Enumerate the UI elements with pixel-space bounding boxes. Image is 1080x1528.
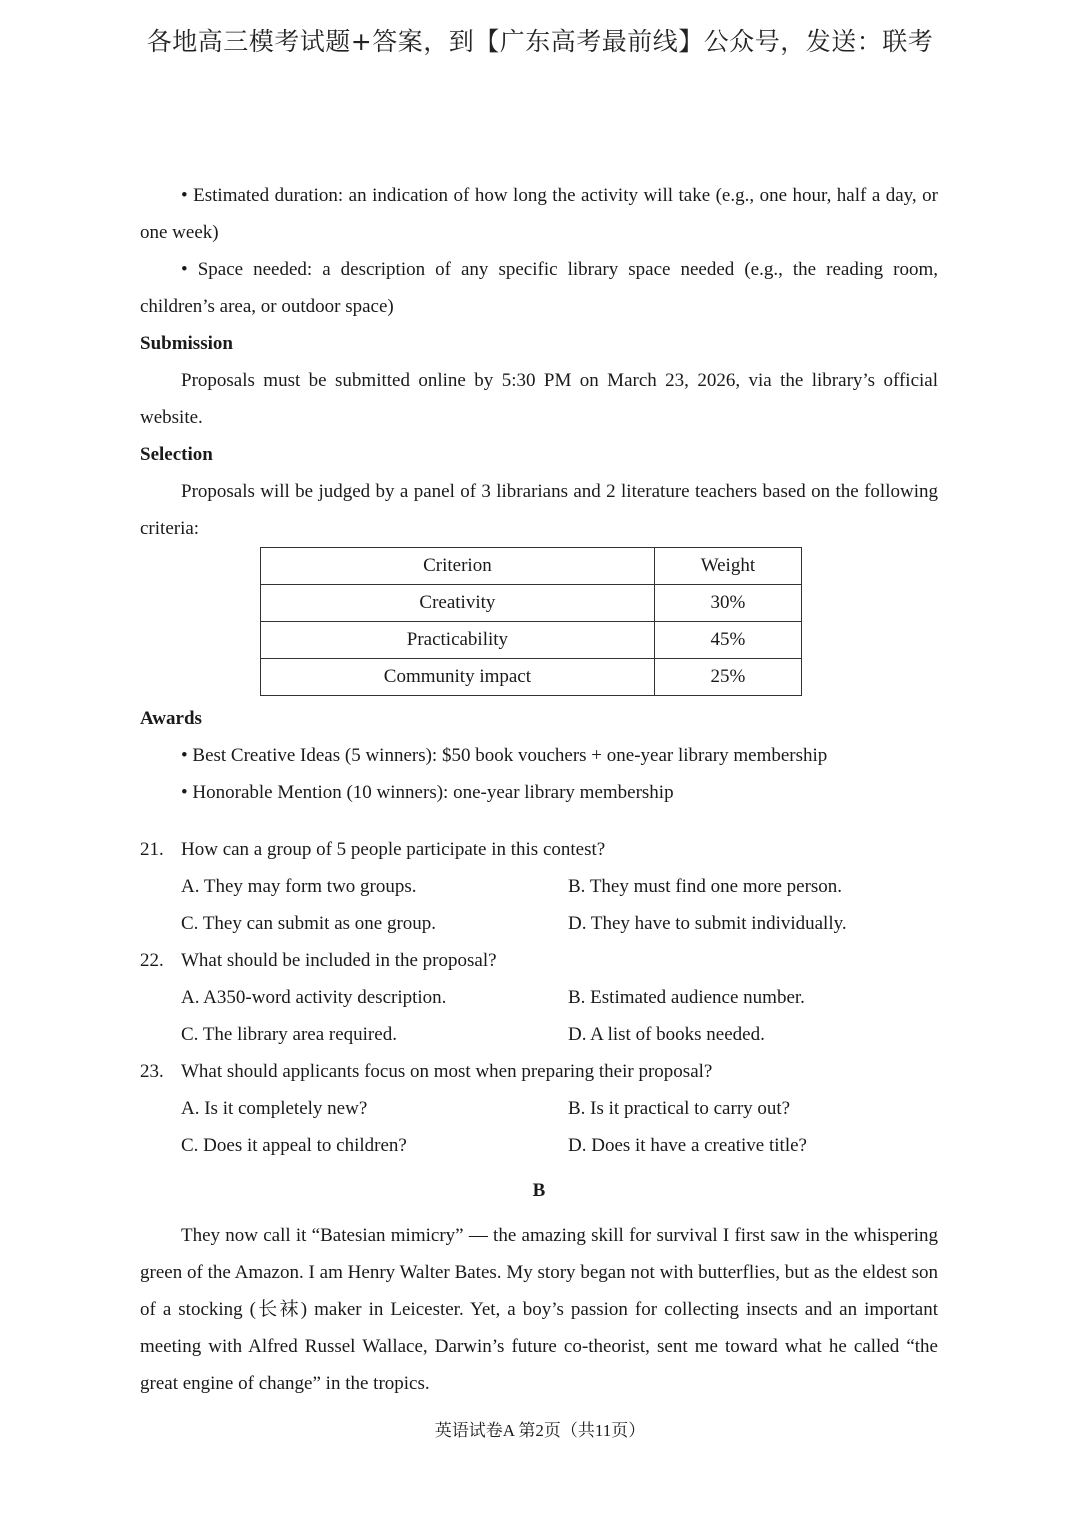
table-row	[261, 622, 802, 659]
table-row	[261, 659, 802, 696]
option: B. Estimated audience number.	[568, 987, 805, 1008]
question-number: 23.	[140, 1061, 164, 1082]
bullet-space: • Space needed: a description of any specific library space needed (e.g., the reading room, children’s area, or outdoor space)	[140, 259, 938, 317]
table-cell: Creativity	[261, 585, 655, 622]
option: D. Does it have a creative title?	[568, 1135, 807, 1156]
awards-section	[140, 700, 938, 811]
table-cell: 30%	[654, 585, 801, 622]
option: A. They may form two groups.	[181, 876, 417, 897]
bullet-duration: • Estimated duration: an indication of how long the activity will take (e.g., one hour, half a day, or one week)	[140, 185, 938, 243]
table-cell: 45%	[654, 622, 801, 659]
option: C. Does it appeal to children?	[181, 1135, 407, 1156]
table-header: Weight	[654, 548, 801, 585]
options-22	[140, 979, 938, 1053]
question-23	[140, 1053, 938, 1090]
passage-text: They now call it “Batesian mimicry” — the amazing skill for survival I first saw in the whispering green of the Amazon. I am Henry Walter Bates. My story began not with butterflies, but as the eldest son of a stocking (长袜) maker in Leicester. Yet, a boy’s passion for collecting insects and an important meeting with Alfred Russel Wallace, Darwin’s future co-theorist, sent me toward what he called “the great engine of change” in the tropics.	[140, 1225, 938, 1394]
award-item: • Best Creative Ideas (5 winners): $50 book vouchers + one-year library membership	[181, 745, 828, 766]
question-text: What should applicants focus on most when preparing their proposal?	[181, 1061, 713, 1082]
selection-text: Proposals will be judged by a panel of 3 librarians and 2 literature teachers based on the following criteria:	[140, 481, 938, 539]
option: B. Is it practical to carry out?	[568, 1098, 791, 1119]
top-bullets	[140, 177, 938, 547]
page-footer: 英语试卷A 第2页（共11页）	[434, 1421, 646, 1440]
option: C. They can submit as one group.	[181, 913, 437, 934]
question-number: 21.	[140, 839, 164, 860]
section-b-label: B	[532, 1180, 546, 1201]
submission-heading: Submission	[140, 333, 233, 354]
submission-text: Proposals must be submitted online by 5:30 PM on March 23, 2026, via the library’s official website.	[140, 370, 938, 428]
table-row	[261, 585, 802, 622]
option: D. A list of books needed.	[568, 1024, 765, 1045]
question-text: How can a group of 5 people participate in this contest?	[181, 839, 606, 860]
section-b	[140, 1172, 938, 1209]
banner-text: 各地高三模考试题+答案，到【广东高考最前线】公众号，发送：联考	[146, 27, 934, 56]
options-21	[140, 868, 938, 942]
option: D. They have to submit individually.	[568, 913, 847, 934]
question-22	[140, 942, 938, 979]
award-item: • Honorable Mention (10 winners): one-year library membership	[181, 782, 674, 803]
section-b-passage	[140, 1217, 938, 1402]
options-23	[140, 1090, 938, 1164]
table-cell: Practicability	[261, 622, 655, 659]
question-text: What should be included in the proposal?	[181, 950, 497, 971]
table-cell: Community impact	[261, 659, 655, 696]
awards-heading: Awards	[140, 708, 202, 729]
option: C. The library area required.	[181, 1024, 397, 1045]
criteria-table	[260, 547, 802, 696]
selection-heading: Selection	[140, 444, 213, 465]
option: A. A350-word activity description.	[181, 987, 447, 1008]
option: B. They must find one more person.	[568, 876, 843, 897]
option: A. Is it completely new?	[181, 1098, 368, 1119]
questions	[140, 831, 938, 1164]
table-header: Criterion	[261, 548, 655, 585]
question-number: 22.	[140, 950, 164, 971]
table-cell: 25%	[654, 659, 801, 696]
question-21	[140, 831, 938, 868]
table-header-row	[261, 548, 802, 585]
